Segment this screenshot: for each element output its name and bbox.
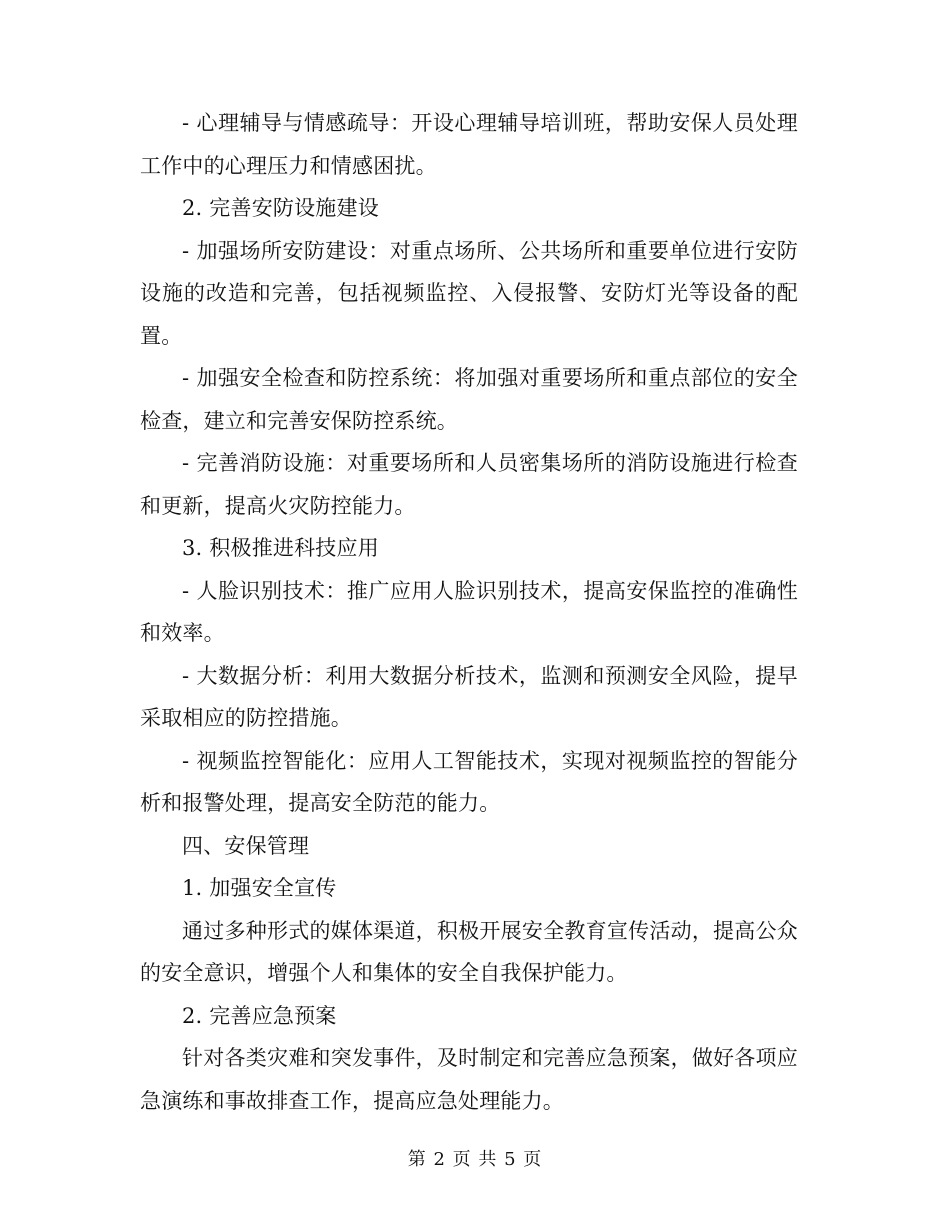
document-body xyxy=(140,102,798,1122)
paragraph: - 完善消防设施：对重要场所和人员密集场所的消防设施进行检查和更新，提高火灾防控能力。 xyxy=(140,451,798,518)
paragraph: - 视频监控智能化：应用人工智能技术，实现对视频监控的智能分析和报警处理，提高安全防范的能力。 xyxy=(140,748,798,815)
paragraph: 通过多种形式的媒体渠道，积极开展安全教育宣传活动，提高公众的安全意识，增强个人和集体的安全自我保护能力。 xyxy=(140,918,798,985)
section-heading: 1. 加强安全宣传 xyxy=(182,876,337,900)
paragraph: - 大数据分析：利用大数据分析技术，监测和预测安全风险，提早采取相应的防控措施。 xyxy=(140,663,798,730)
paragraph: - 人脸识别技术：推广应用人脸识别技术，提高安保监控的准确性和效率。 xyxy=(140,578,798,645)
paragraph: - 加强安全检查和防控系统：将加强对重要场所和重点部位的安全检查，建立和完善安保防控系统。 xyxy=(140,366,798,433)
paragraph: - 心理辅导与情感疏导：开设心理辅导培训班，帮助安保人员处理工作中的心理压力和情感困扰。 xyxy=(140,111,798,178)
paragraph: - 加强场所安防建设：对重点场所、公共场所和重要单位进行安防设施的改造和完善，包括视频监控、入侵报警、安防灯光等设备的配置。 xyxy=(140,238,798,348)
chapter-heading: 四、安保管理 xyxy=(182,833,310,858)
section-heading: 3. 积极推进科技应用 xyxy=(182,536,379,560)
page-number-footer: 第 2 页 共 5 页 xyxy=(407,1149,543,1170)
section-heading: 2. 完善应急预案 xyxy=(182,1003,337,1028)
paragraph: 针对各类灾难和突发事件，及时制定和完善应急预案，做好各项应急演练和事故排查工作，提高应急处理能力。 xyxy=(140,1046,798,1113)
section-heading: 2. 完善安防设施建设 xyxy=(182,196,379,220)
